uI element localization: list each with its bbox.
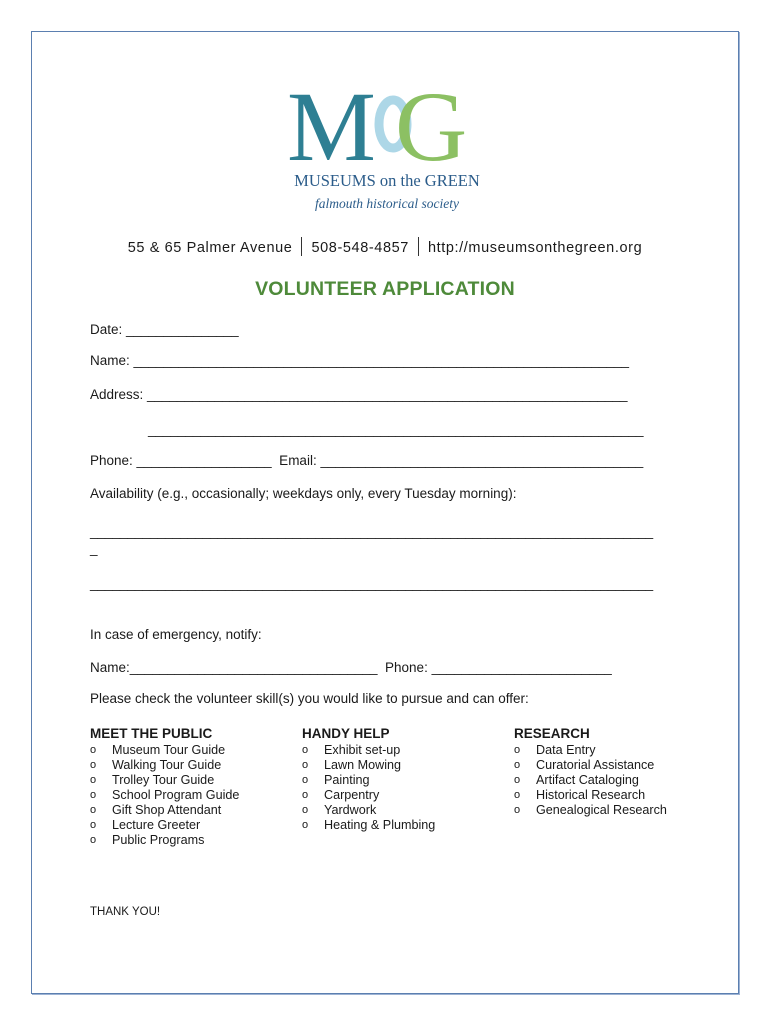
checkbox-circle-icon[interactable]: o (90, 804, 97, 816)
skill-label: Curatorial Assistance (536, 758, 655, 772)
skill-label: Lawn Mowing (324, 758, 402, 772)
logo-letter-g: G (395, 78, 468, 182)
skill-checkbox-item[interactable] (90, 743, 239, 758)
museum-logo (285, 78, 490, 218)
skill-checkbox-item[interactable] (514, 773, 667, 788)
checkbox-circle-icon[interactable]: o (514, 774, 521, 786)
skill-label: Walking Tour Guide (112, 758, 222, 772)
availability-label: Availability (e.g., occasionally; weekdays only, every Tuesday morning): (90, 486, 517, 501)
skill-checkbox-item[interactable] (90, 818, 239, 833)
skill-checkbox-item[interactable] (90, 803, 239, 818)
contact-url[interactable]: http://museumsonthegreen.org (427, 240, 643, 256)
checkbox-circle-icon[interactable]: o (90, 819, 97, 831)
checkbox-circle-icon[interactable]: o (90, 834, 97, 846)
contact-address: 55 & 65 Palmer Avenue (127, 240, 293, 256)
skill-checkbox-item[interactable] (514, 758, 667, 773)
phone-email-field[interactable]: Phone: __________________ Email: ___________________________________________ (90, 453, 644, 468)
checkbox-circle-icon[interactable]: o (514, 744, 521, 756)
skill-checkbox-item[interactable] (302, 818, 435, 833)
skills-list-handy-help (302, 743, 435, 833)
skill-label: Yardwork (324, 803, 377, 817)
skill-label: Public Programs (112, 833, 205, 847)
skill-checkbox-item[interactable] (90, 833, 239, 848)
logo-letter-m: M (287, 78, 376, 182)
contact-separator (418, 237, 419, 256)
skill-checkbox-item[interactable] (514, 743, 667, 758)
skills-heading-research: RESEARCH (514, 726, 590, 741)
availability-line-1[interactable]: ___________________________________________________________________________ (90, 524, 654, 539)
skill-checkbox-item[interactable] (302, 743, 435, 758)
logo-wordmark-text: MUSEUMS on the GREEN (294, 171, 480, 190)
page-title: VOLUNTEER APPLICATION (255, 278, 515, 300)
skill-label: Museum Tour Guide (112, 743, 226, 757)
checkbox-circle-icon[interactable]: o (514, 759, 521, 771)
checkbox-circle-icon[interactable]: o (302, 774, 309, 786)
skill-checkbox-item[interactable] (514, 803, 667, 818)
checkbox-circle-icon[interactable]: o (90, 759, 97, 771)
name-field[interactable]: Name: __________________________________________________________________ (90, 353, 630, 368)
skills-list-meet-the-public (90, 743, 239, 848)
checkbox-circle-icon[interactable]: o (90, 744, 97, 756)
availability-line-1-overflow: _ (90, 541, 98, 556)
logo-graphic (285, 78, 490, 218)
skill-label: Exhibit set-up (324, 743, 401, 757)
address-field-line2[interactable]: __________________________________________________________________ (148, 422, 644, 437)
skill-checkbox-item[interactable] (302, 773, 435, 788)
skills-prompt: Please check the volunteer skill(s) you would like to pursue and can offer: (90, 691, 529, 706)
emergency-label: In case of emergency, notify: (90, 627, 262, 642)
skill-label: School Program Guide (112, 788, 240, 802)
skill-checkbox-item[interactable] (302, 788, 435, 803)
logo-tagline: falmouth historical society (315, 196, 459, 211)
checkbox-circle-icon[interactable]: o (514, 789, 521, 801)
thank-you-note: THANK YOU! (90, 906, 161, 918)
skill-label: Trolley Tour Guide (112, 773, 215, 787)
address-field[interactable]: Address: ________________________________________________________________ (90, 387, 628, 402)
checkbox-circle-icon[interactable]: o (302, 759, 309, 771)
skill-checkbox-item[interactable] (90, 773, 239, 788)
skills-list-research (514, 743, 667, 818)
checkbox-circle-icon[interactable]: o (302, 819, 309, 831)
skill-label: Gift Shop Attendant (112, 803, 222, 817)
contact-phone: 508-548-4857 (311, 240, 409, 256)
emergency-contact-field[interactable]: Name:_________________________________ Phone: ________________________ (90, 660, 612, 675)
skill-label: Artifact Cataloging (536, 773, 639, 787)
skill-label: Heating & Plumbing (324, 818, 436, 832)
availability-line-2[interactable]: ___________________________________________________________________________ (90, 576, 654, 591)
skill-label: Carpentry (324, 788, 380, 802)
skill-checkbox-item[interactable] (302, 758, 435, 773)
date-field[interactable]: Date: _______________ (90, 322, 239, 337)
logo-wordmark (294, 171, 480, 190)
skill-label: Lecture Greeter (112, 818, 201, 832)
checkbox-circle-icon[interactable]: o (302, 804, 309, 816)
checkbox-circle-icon[interactable]: o (302, 789, 309, 801)
skill-checkbox-item[interactable] (302, 803, 435, 818)
skill-label: Historical Research (536, 788, 646, 802)
skill-label: Genealogical Research (536, 803, 667, 817)
skill-checkbox-item[interactable] (90, 758, 239, 773)
checkbox-circle-icon[interactable]: o (90, 789, 97, 801)
skill-checkbox-item[interactable] (90, 788, 239, 803)
skill-checkbox-item[interactable] (514, 788, 667, 803)
checkbox-circle-icon[interactable]: o (514, 804, 521, 816)
skills-heading-handy-help: HANDY HELP (302, 726, 390, 741)
contact-separator (301, 237, 302, 256)
skill-label: Data Entry (536, 743, 596, 757)
skill-label: Painting (324, 773, 370, 787)
checkbox-circle-icon[interactable]: o (90, 774, 97, 786)
contact-line (0, 237, 770, 256)
checkbox-circle-icon[interactable]: o (302, 744, 309, 756)
skills-heading-meet-the-public: MEET THE PUBLIC (90, 726, 213, 741)
